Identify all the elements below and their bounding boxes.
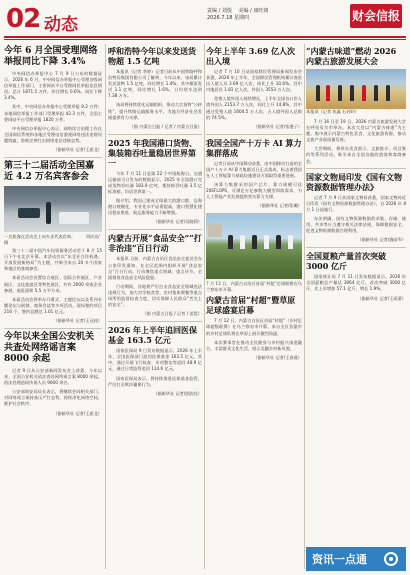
column-1 [4,44,102,571]
info-icon [384,552,398,566]
article-source: （据 内蒙古日报 / 记者 / 内蒙古日报） [129,123,202,129]
article-paragraph: 记者 7 月 10 日从国家移民管理局新闻发布会获悉，2026 年上半年，全国移民管理机构累计查验出入境人员 3.69 亿人次，同比上升 10.6%。其中内地居民 1.81 亿人次，外国人 3553 万人次。 [206,69,302,93]
photo-person [326,85,330,101]
photo-car [59,212,89,224]
article-paragraph: 中央网信办举报中心表示，网络综合治理工作在全国网信系统和各地区受理电信重视网络违法违规问题线索，协助完善打击网络违法违规态势。 [4,125,102,143]
article-paragraph: 中央网信办举报中心 7 月 9 日公布的数据显示，2026 年 6 月，中央网信办举报中心受理各级网信举报工作部门、主要网站平台受理网民举报信息情况。总计 1871.5 万件，环比增长 0.6%，同比下降 3.4%。 [4,71,102,101]
photo-person [46,202,51,224]
article-headline: 第三十二届活动全国嘉近 4.2 万名宾客参会 [4,161,95,183]
article-paragraph: 今年 7 月 11 日是第 22 个中国航海日。交通运输部当日发布的数据显示，2025 年全国港口完成货物吞吐量 183.9 亿吨，集装箱吞吐量 3.5 亿标准箱，均居世界第一。 [108,170,202,195]
article-paragraph: 其中，中央网信办举报中心受理举报 9.2 万件；各地网信举报工作部门受理举报 42.3 万件，全国主要网站平台受理举报 1820 万件。 [4,104,102,122]
article-paragraph: 7 月 16 日至 19 日，2026 内蒙古旅游发展大会在呼伦贝尔市举办。本次大会以“内蒙古味道”为主题，集中展示内蒙古特色美食、文化旅游资源，推动文旅产业高质量发展。 [306,119,406,143]
article-headline: 内蒙古开展“食品安全”“打非治违”百日行动 [108,233,202,254]
article-divider [306,168,406,169]
article-headline: 2025 年我国港口货物、集装箱吞吐量稳居世界第一 [108,137,198,168]
article-source: （据新华社 记者/王思北） [53,147,102,153]
article-source: （据新华社 记者/王雨萧） [357,295,406,301]
header-meta [207,8,268,22]
photo-person [362,85,366,101]
article-paragraph: 第三十二届中国汽车投资服务活动会于 8 月 15 日下午在北京开幕。本活动会以“东北亚合作机遇，开放发展新格局”为主题，共吸引来自 20 多个国家和地区的客商参会。 [4,248,102,272]
article-source: （据新华社 记者/彭韵佳） [153,390,202,396]
article-headline: 呼和浩特今年以来发送货物超 1.5 亿吨 [108,46,196,66]
article-paragraph: 记者 9 日从公安部新闻发布会上获悉，今年以来，全国公安机关依法查处网络谣言案 8000 余起，依法处理造谣传谣人员 9000 余名。 [4,367,102,386]
news-photo [306,69,406,109]
article-divider [108,134,202,135]
article-source: （据新华社 记者/王远枝） [53,317,102,323]
photo-person [386,85,390,101]
article-source: （据新华社 记者/张漫子） [253,123,302,129]
photo-caption: 一名旅客在活动会上向车企代表咨询。 刘庆宾/摄 [4,234,100,246]
article-divider [108,321,202,322]
article-paragraph: 大会期间，将举办美食展示、文旅推介、项目签约等系列活动，吸引来自全国各地的游客和客商参会。 [306,146,406,164]
article-headline: 今年 6 月全国受理网络举报同比下降 3.4% [4,46,98,67]
photo-person [276,235,281,249]
article-paragraph: 7 月 12 日，内蒙古自治区首届“村超”（乡村足球超级联赛）在乌兰察布市开幕。来自全区各盟市的乡村足球队将在草原上展开激烈角逐。 [206,318,302,336]
section-name: 动态 [44,15,78,35]
article-headline: 我国全国产十万卡 AI 算力集群落成 [206,137,302,158]
article-paragraph: 行动期间，各地将严厉打击食品安全领域违法违规行为，加大对学校食堂、农村集体聚餐等重点场所的监督检查力度，切实保障人民群众“舌尖上的安全”。 [108,283,202,308]
article-headline: 全国夏粮产量首次突破 3000 亿斤 [306,251,386,272]
article-source: （据新华社 记者/张璐） [257,203,302,209]
article-paragraph: 本届活动会设置综合展区、国际合作展区、产业展区、文化旅游区等特色展区，共有 2000 余家企业参展，展览面积 5.5 万平方米。 [4,275,102,293]
article-paragraph: 公安部网安局局长表示，将继续会同相关部门，对网络谣言保持高压严打态势，持续净化网络空间，维护社会秩序。 [4,389,102,407]
column-divider [105,44,106,569]
section-number: 02 [6,4,41,34]
article-paragraph: 国家统计局 7 月 11 日发布数据显示，2026 年全国夏粮总产量达 3064 亿斤，首次突破 3000 亿斤，比上年增加 57.1 亿斤，增长 1.9%。 [306,274,406,292]
article-headline: 国家文物局印发《国有文物资源数据管理办法》 [306,171,402,192]
article-divider [4,328,102,329]
article-headline: 今年以来全国公安机关共查处网络谣言案 8000 余起 [4,331,95,364]
column-3 [206,44,302,571]
article-source: （据新华社 记者/王春燕） [253,354,302,360]
article-paragraph: 本次赛事旨在推动全民健身与乡村振兴深度融合，丰富群众文化生活，展示北疆乡村新风貌。 [206,339,302,351]
article-paragraph: 免签入境外国人持续增长，上半年全国各口岸入境外国人 2153.7 万人次，同比上升 14.8%，其中通过免签入境 1604.5 万人次，占入境外国人总数的 74.5%。 [206,96,302,120]
news-photo [4,186,102,232]
column-2 [108,44,202,571]
article-paragraph: 记者日前从中国移动获悉，由中国移动打造的全国产十万卡 AI 算力集群近日正式落成，标志着我国在人工智能算力基础设施建设方面取得重要进展。 [206,160,302,178]
photo-person [240,235,245,249]
article-headline: 今年上半年 3.69 亿人次出入境 [206,46,296,66]
info-banner [306,547,406,571]
article-source: （据新华社 记者/王思北） [53,410,102,416]
article-paragraph: 据介绍，我国已建成全球最大的港口群，沿海港口规模化、专业化水平显著提高，港口智慧化建设稳步推进，航运服务能力不断增强。 [108,198,202,216]
article-paragraph: 国家医保局 9 日发布数据显示，2026 年上半年，全国医保部门追回医保基金 163.5 亿元，其中，通过开展飞行检查、专项整治等追回 48.9 亿元，通过日常监管追回 114.6 亿元。 [108,348,202,372]
header-rule [4,36,406,38]
masthead-logo: 财会信报 [350,4,402,28]
article-paragraph: 该算力集群采用国产芯片，算力规模可达 20EFLOPS，可满足万亿参数大模型训练需求，为人工智能产业发展提供坚实算力支撑。 [206,182,302,200]
header-rule-thin [4,39,406,40]
column-4 [306,44,406,545]
photo-person [264,235,269,249]
article-source: （据新华社 记者/施雨岑） [357,237,406,243]
article-paragraph: 该局将持续优化运输组织，推动大宗货物“公转铁”，提升铁路运输服务水平，为地方经济社会发展提供有力支撑。 [108,102,202,120]
photo-building [208,223,222,237]
photo-person [316,85,320,101]
article-headline: 2026 年上半年追回医保基金 163.5 亿元 [108,325,198,346]
column-divider [204,44,205,569]
news-photo [206,213,302,279]
article-source: （据新华社 记者/吴晓莉） [153,219,202,225]
banner-title: 资讯一点通 [312,553,367,566]
article-headline: “内蒙古味道”燃动 2026 内蒙古旅游发展大会 [306,46,397,66]
photo-person [374,85,378,101]
article-paragraph: 本报讯（记者 李婷）记者日前从中国铁路呼和浩特局集团有限公司了解到，今年以来，该局累计发送货物 1.5 亿吨，同比增长 1.4%，其中煤炭发送 1.1 亿吨，同比增长 1.6%，日均装车达到 7.38 万车。 [108,69,202,99]
article-divider [4,157,102,158]
article-paragraph: 办法明确，国有文物资源数据的采集、存储、使用、共享等应当遵守相关法律法规，保障数据安全，促进文物资源数据合理利用。 [306,215,406,234]
article-paragraph: 记者 7 月 9 日从国家文物局获悉，国家文物局近日印发《国有文物资源数据管理办法》，自 2026 年 8 月 1 日起施行。 [306,194,406,212]
photo-person [252,235,257,249]
date-line: 2026.7.18 星期四 [207,15,250,21]
editor-line: 责编 / 刘悦 美编 / 康旺朗 [207,8,269,14]
photo-person [338,85,342,101]
article-divider [206,134,302,135]
photo-caption: 7 月 12 日，内蒙古自治区首届“村超”足球联赛在乌兰察布市开幕。 [206,281,302,293]
article-paragraph: 本届活动会将举办开幕式、主题论坛以及系列专题论坛与展销、商务会谈等多项活动。现场签约项目 216 个，签约总额达 1.01 亿元。 [4,296,102,314]
article-source: （据 内蒙古日报 / 记者 / 雷霆） [142,311,202,317]
article-divider [306,247,406,248]
article-paragraph: 本报讯 日前，内蒙古自治区食品安全委员会办公室印发通知，在全区范围内组织开展“食品安全”百日行动。行动聚焦重点领域、重点环节，全面排查食品安全风险隐患。 [108,256,202,280]
article-byline: 本报讯（记者 张鑫 石若昀） [306,109,359,114]
photo-car [18,208,40,218]
page-header [0,0,410,40]
photo-person [288,235,293,249]
photo-person [350,85,354,101]
article-paragraph: 国家医保局表示，将持续推进医保基金监管，严厉打击欺诈骗保行为。 [108,375,202,387]
column-divider [304,44,305,569]
article-headline: 内蒙古首届“村超”暨草原足球盛宴启幕 [206,295,296,316]
photo-person [228,235,233,249]
article-divider [108,229,202,230]
